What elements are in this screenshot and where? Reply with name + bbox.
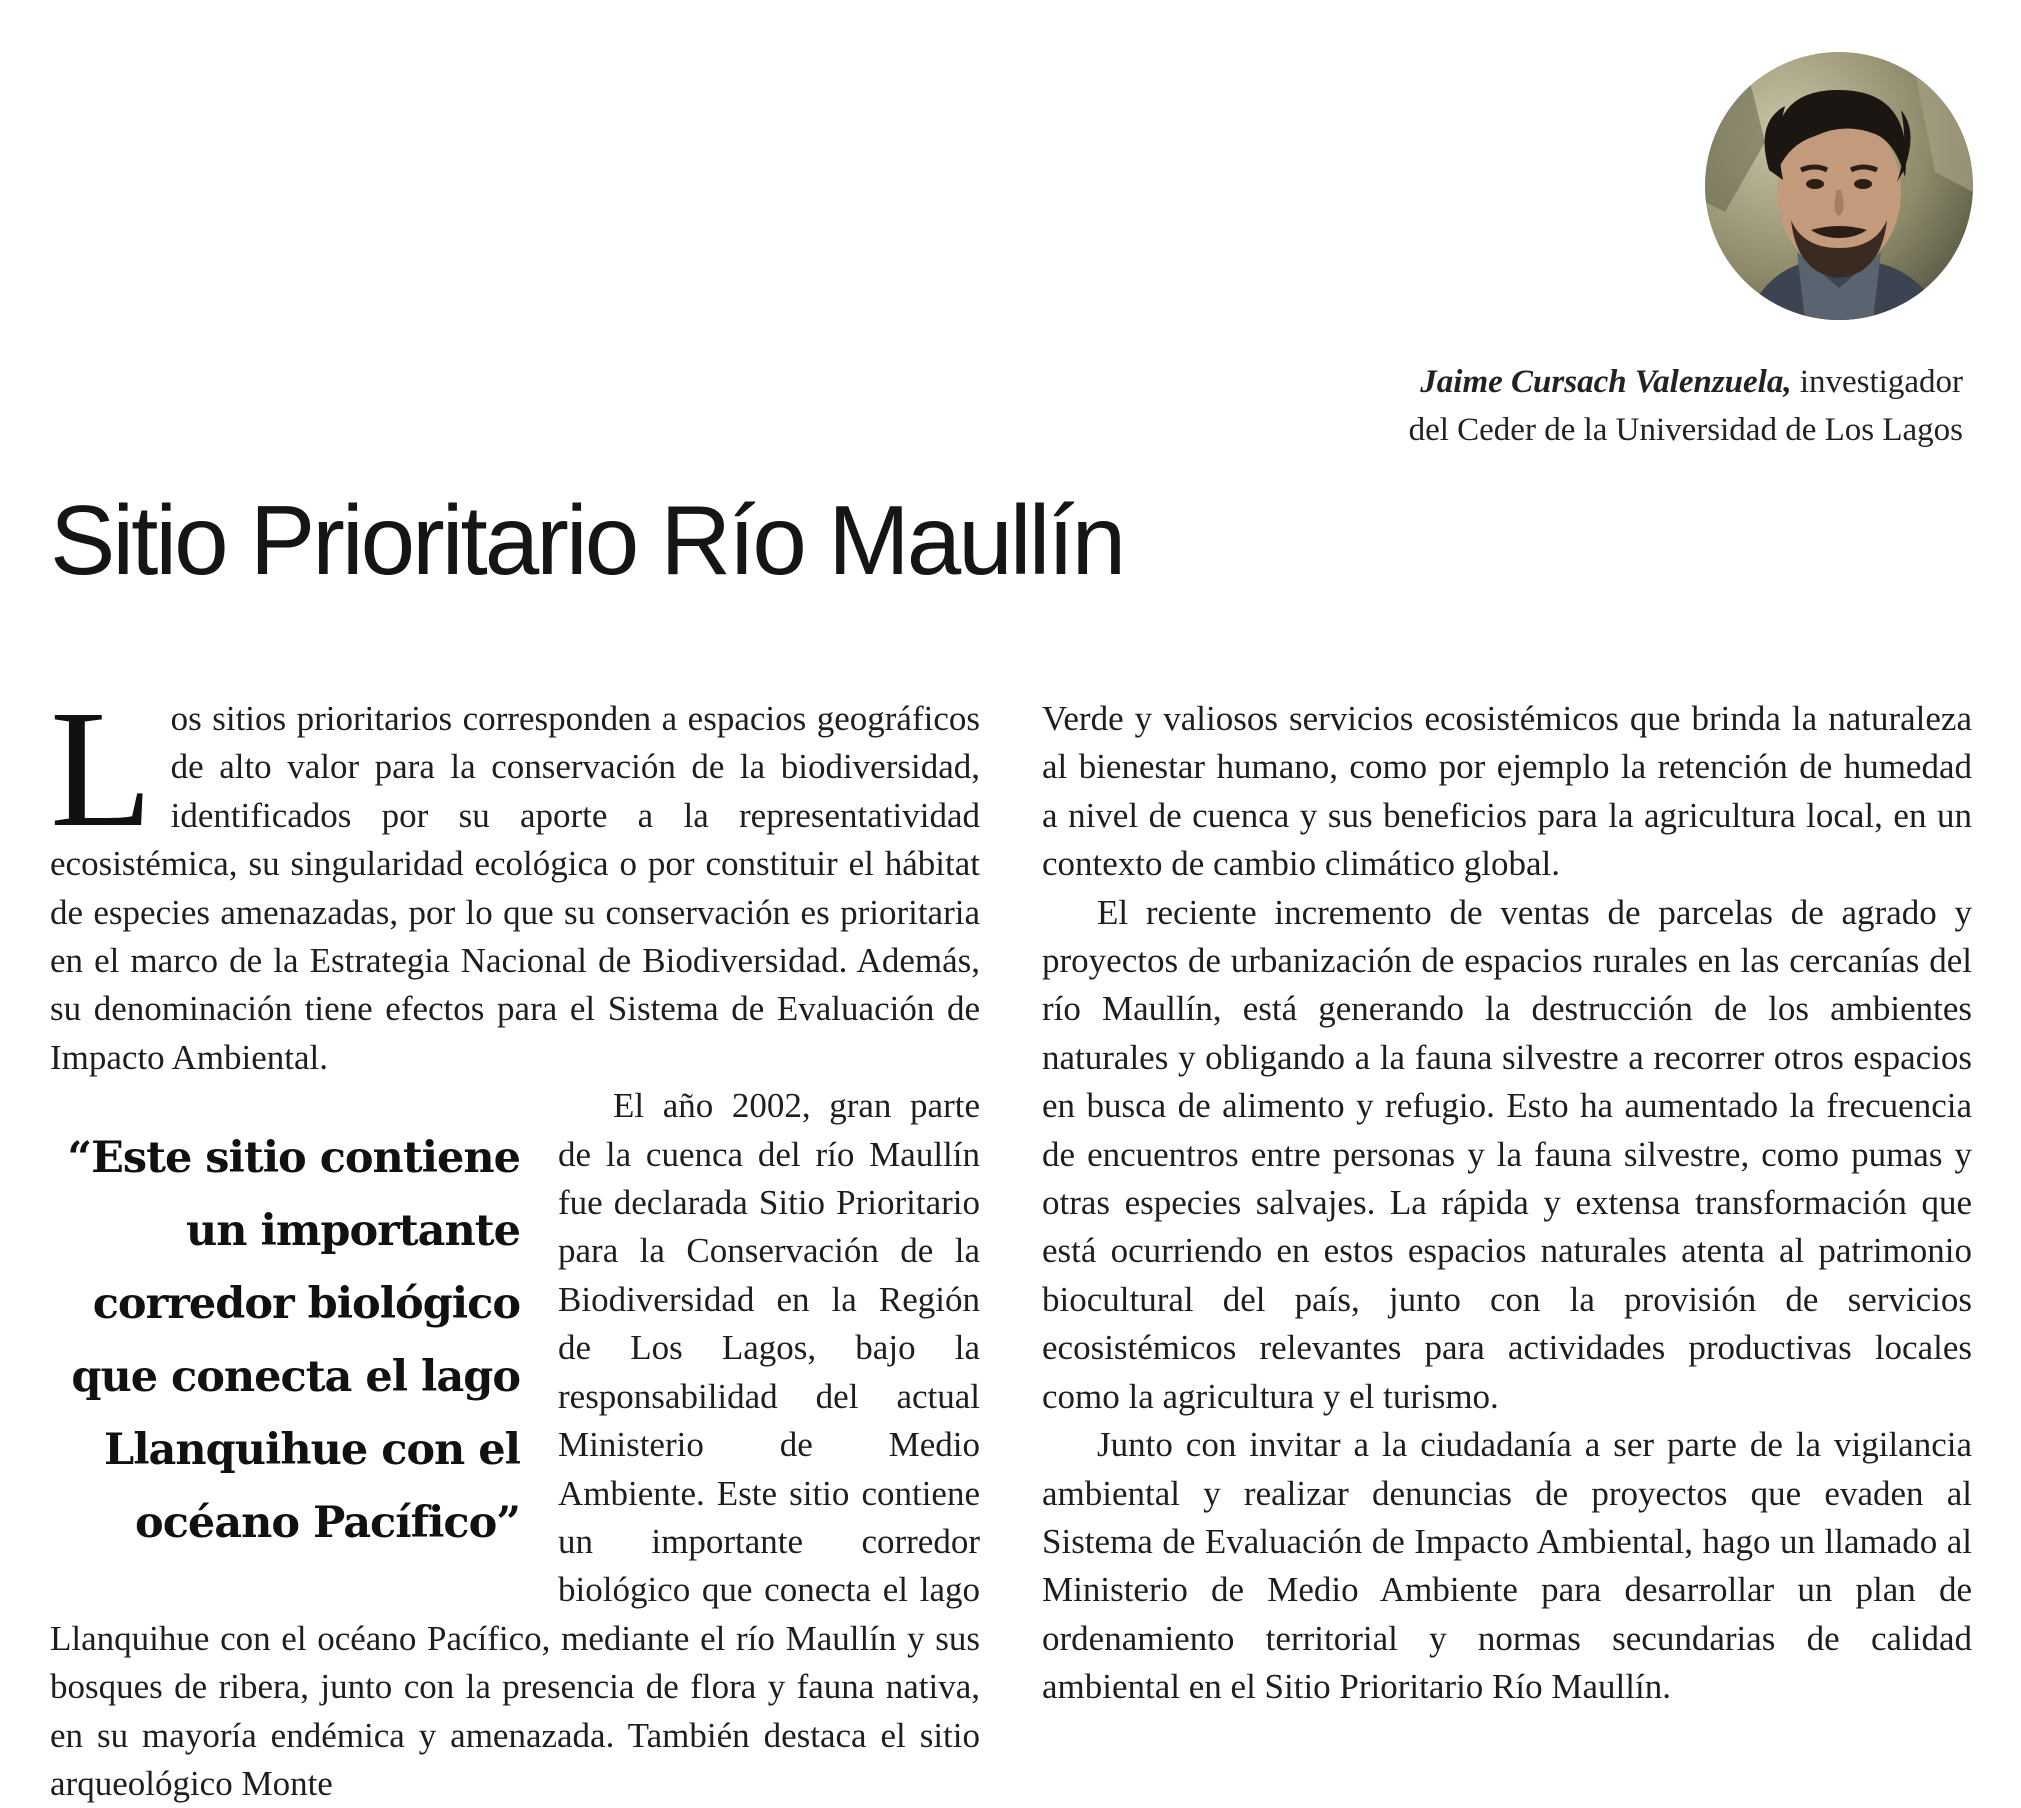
author-name: Jaime Cursach Valenzuela,: [1420, 364, 1792, 400]
paragraph-4: Junto con invitar a la ciudadanía a ser parte de la vigilancia ambiental y realizar denuncias de proyectos que evaden al Sistema de Evaluación de Impacto Ambiental, hago un llamado al Ministerio de Medio Ambiente para desarrollar un plan de ordenamiento territorial y normas secundarias de calidad ambiental en el Sitio Prioritario Río Maullín.: [1042, 1425, 1972, 1707]
paragraph-1: [50, 676, 980, 1082]
paragraph-2-continued: Verde y valiosos servicios ecosistémicos que brinda la naturaleza al bienestar humano, como por ejemplo la retención de humedad a nivel de cuenca y sus beneficios para la agricultura local, en un contexto de cambio climático global.: [1042, 699, 1972, 884]
article-column-left: [50, 676, 980, 1803]
drop-cap: L: [50, 676, 153, 862]
author-portrait-image: [1705, 52, 1973, 320]
author-affiliation: del Ceder de la Universidad de Los Lagos: [1408, 412, 1963, 448]
author-role: investigador: [1791, 364, 1963, 400]
byline-line-1: [1263, 358, 1963, 406]
pull-quote: “Este sitio contiene un importante corredor biológico que conecta el lago Llanquihue con el océano Pacífico”: [67, 1133, 520, 1549]
paragraph-2-text: El año 2002, gran parte de la cuenca del río Maullín fue declarada Sitio Prioritario para la Conservación de la Biodiversidad en la Región de Los Lagos, bajo la responsabilidad del actual Ministerio de Medio Ambiente. Este sitio contiene un importante corredor biológico que conecta el lago Llanquihue con el océano Pacífico, mediante el río Maullín y sus bosques de ribera, junto con la presencia de flora y fauna nativa, en su mayoría endémica y amenazada. También destaca el sitio arqueológico Monte: [50, 1086, 980, 1803]
article-column-right: [1042, 695, 1972, 1775]
paragraph-3: El reciente incremento de ventas de parcelas de agrado y proyectos de urbanización de espacios rurales en las cercanías del río Maullín, está generando la destrucción de los ambientes naturales y obligando a la fauna silvestre a recorrer otros espacios en busca de alimento y refugio. Esto ha aumentado la frecuencia de encuentros entre personas y la fauna silvestre, como pumas y otras especies salvajes. La rápida y extensa transformación que está ocurriendo en estos espacios naturales atenta al patrimonio biocultural del país, junto con la provisión de servicios ecosistémicos relevantes para actividades productivas locales como la agricultura y el turismo.: [1042, 892, 1972, 1416]
author-byline: [1263, 358, 1963, 454]
paragraph-1-text: os sitios prioritarios corresponden a espacios geográficos de alto valor para la conservación de la biodiversidad, identificados por su aporte a la representatividad ecosistémica, su singularidad ecológica o por constituir el hábitat de especies amenazadas, por lo que su conservación es prioritaria en el marco de la Estrategia Nacional de Biodiversidad. Además, su denominación tiene efectos para el Sistema de Evaluación de Impacto Ambiental.: [50, 699, 980, 1077]
headline: Sitio Prioritario Río Maullín: [50, 485, 1124, 595]
author-photo: [1705, 52, 1973, 320]
